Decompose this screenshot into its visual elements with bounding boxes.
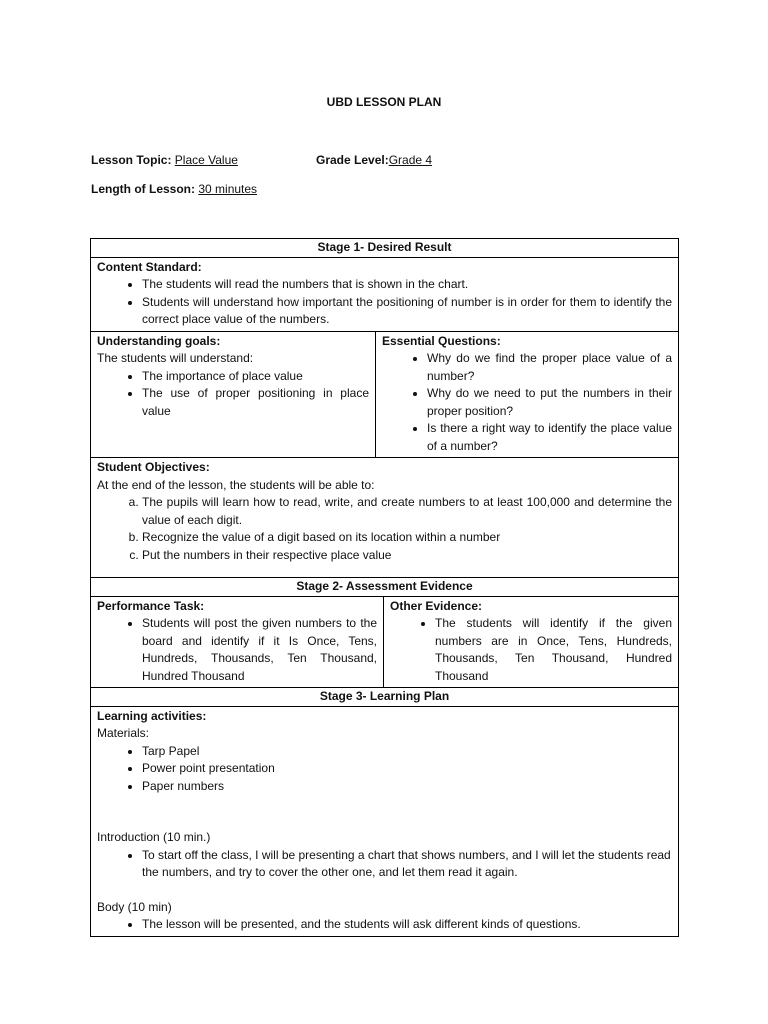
essential-questions-cell — [376, 331, 679, 458]
list-item: • The lesson will be presented, and the students will ask different kinds of questions. — [142, 916, 672, 934]
body-list — [97, 916, 672, 934]
list-item: • The use of proper positioning in place value — [142, 385, 369, 420]
page-title: UBD LESSON PLAN — [326, 95, 442, 109]
learning-activities-label: Learning activities: — [97, 708, 207, 723]
list-item: • Paper numbers — [142, 778, 672, 796]
content-standard-label: Content Standard: — [97, 259, 202, 274]
spacer — [97, 795, 672, 829]
list-item: • Students will post the given numbers to the board and identify if it Is Once, Tens, Hundreds, Thousands, Ten Thousand, Hundred Thousand — [142, 615, 377, 685]
lesson-length-value: 30 minutes — [198, 182, 258, 196]
list-item: • Is there a right way to identify the place value of a number? — [427, 420, 672, 455]
list-item: • Power point presentation — [142, 760, 672, 778]
list-item: • Why do we need to put the numbers in their proper position? — [427, 385, 672, 420]
student-objectives-cell — [91, 458, 679, 578]
stage2-heading: Stage 2- Assessment Evidence — [91, 578, 679, 597]
list-item: • Students will understand how important the positioning of number is in order for them to identify the correct place value of the numbers. — [142, 294, 672, 329]
understanding-goals-intro: The students will understand: — [97, 351, 254, 365]
student-objectives-list — [97, 494, 672, 564]
lesson-topic — [91, 153, 238, 167]
understanding-goals-label: Understanding goals: — [97, 333, 221, 348]
performance-task-list — [97, 615, 377, 685]
list-item: b. Recognize the value of a digit based on its location within a number — [142, 529, 672, 547]
other-evidence-label: Other Evidence: — [390, 598, 483, 613]
grade-level — [316, 153, 432, 167]
content-standard-list — [97, 276, 672, 329]
other-evidence-cell — [384, 596, 679, 688]
body-label: Body (10 min) — [97, 899, 172, 914]
list-item: • The students will read the numbers that is shown in the chart. — [142, 276, 672, 294]
list-item: • Tarp Papel — [142, 743, 672, 761]
lesson-topic-value: Place Value — [174, 153, 238, 167]
grade-level-value: Grade 4 — [388, 153, 433, 167]
understanding-goals-cell — [91, 331, 376, 458]
list-item: • Why do we find the proper place value of a number? — [427, 350, 672, 385]
student-objectives-label: Student Objectives: — [97, 460, 210, 474]
essential-questions-list — [382, 350, 672, 455]
introduction-label: Introduction (10 min.) — [97, 830, 211, 844]
materials-label: Materials: — [97, 726, 150, 740]
lesson-length — [91, 182, 257, 196]
other-evidence-list — [390, 615, 672, 685]
learning-plan-cell — [91, 706, 679, 936]
lesson-topic-label: Lesson Topic: — [91, 153, 172, 167]
list-item: a. The pupils will learn how to read, write, and create numbers to at least 100,000 and determine the value of each digit. — [142, 494, 672, 529]
list-item: c. Put the numbers in their respective place value — [142, 547, 672, 565]
performance-task-label: Performance Task: — [97, 598, 205, 613]
stage1-heading: Stage 1- Desired Result — [91, 239, 679, 258]
list-item: • The importance of place value — [142, 368, 369, 386]
introduction-list — [97, 847, 672, 882]
list-item: • The students will identify if the given numbers are in Once, Tens, Hundreds, Thousands, Ten Thousand, Hundred Thousand — [435, 615, 672, 685]
grade-level-label: Grade Level: — [316, 153, 389, 167]
essential-questions-label: Essential Questions: — [382, 333, 501, 348]
understanding-goals-list — [97, 368, 369, 421]
materials-list — [97, 743, 672, 796]
student-objectives-intro: At the end of the lesson, the students will be able to: — [97, 477, 375, 492]
lesson-length-label: Length of Lesson: — [91, 182, 195, 196]
stage3-heading: Stage 3- Learning Plan — [91, 688, 679, 707]
performance-task-cell — [91, 596, 384, 688]
content-standard-cell — [91, 257, 679, 331]
spacer — [97, 882, 672, 899]
lesson-plan-table — [90, 238, 679, 937]
list-item: • To start off the class, I will be presenting a chart that shows numbers, and I will let the students read the numbers, and try to cover the other one, and let them read it again. — [142, 847, 672, 882]
